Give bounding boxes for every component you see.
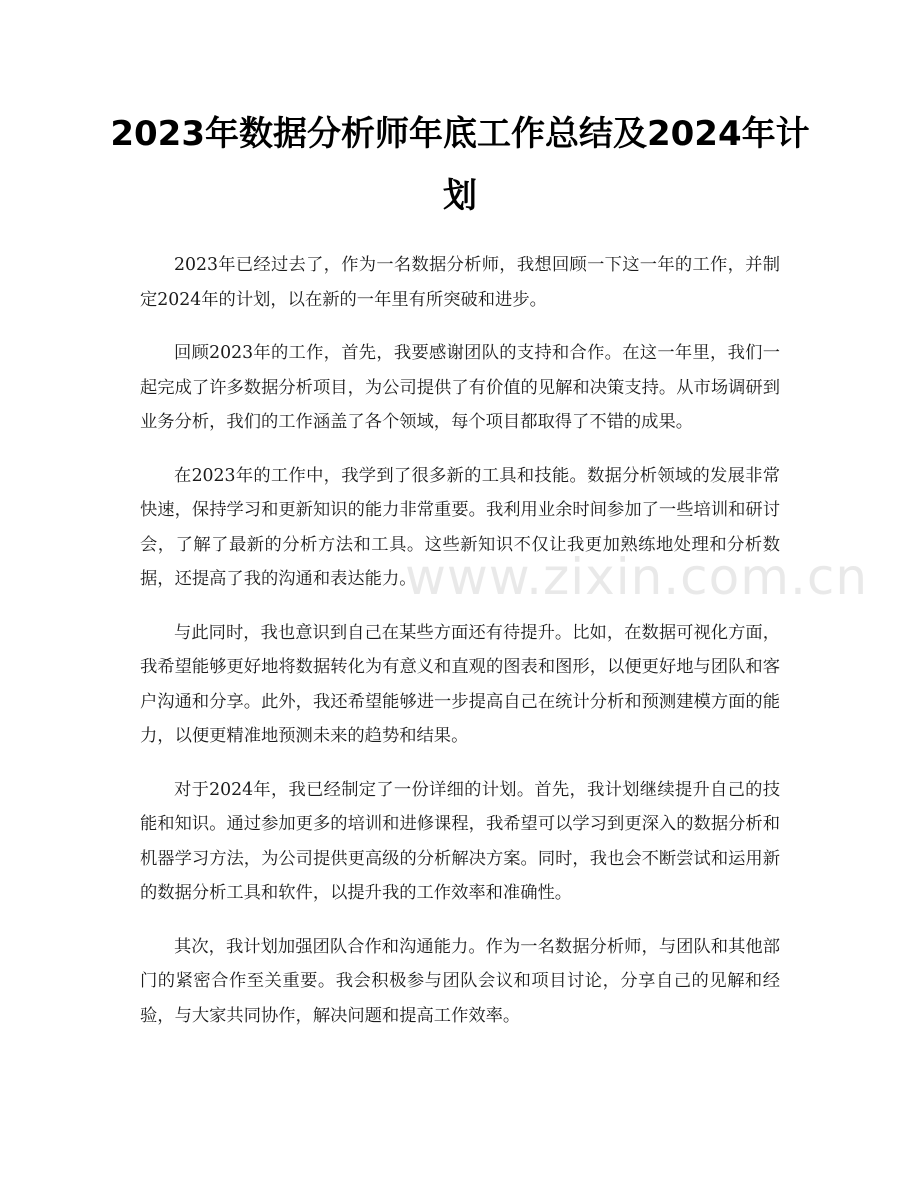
paragraph-1: 2023年已经过去了，作为一名数据分析师，我想回顾一下这一年的工作，并制定2024年的计划，以在新的一年里有所突破和进步。	[140, 255, 780, 310]
paragraph-2: 回顾2023年的工作，首先，我要感谢团队的支持和合作。在这一年里，我们一起完成了许多数据分析项目，为公司提供了有价值的见解和决策支持。从市场调研到业务分析，我们的工作涵盖了各个领域，每个项目都取得了不错的成果。	[140, 343, 780, 432]
paragraph-6: 其次，我计划加强团队合作和沟通能力。作为一名数据分析师，与团队和其他部门的紧密合作至关重要。我会积极参与团队会议和项目讨论，分享自己的见解和经验，与大家共同协作，解决问题和提高工作效率。	[140, 936, 780, 1026]
document-body	[140, 248, 780, 1052]
paragraph-4: 与此同时，我也意识到自己在某些方面还有待提升。比如，在数据可视化方面，我希望能够更好地将数据转化为有意义和直观的图表和图形，以便更好地与团队和客户沟通和分享。此外，我还希望能够进一步提高自己在统计分析和预测建模方面的能力，以便更精准地预测未来的趋势和结果。	[140, 622, 780, 746]
document-title: 2023年数据分析师年底工作总结及2024年计划	[110, 114, 810, 216]
paragraph-3: 在2023年的工作中，我学到了很多新的工具和技能。数据分析领域的发展非常快速，保持学习和更新知识的能力非常重要。我利用业余时间参加了一些培训和研讨会，了解了最新的分析方法和工具。这些新知识不仅让我更加熟练地处理和分析数据，还提高了我的沟通和表达能力。	[140, 465, 780, 589]
watermark-text: www.zixin.com.cn	[405, 548, 869, 606]
paragraph-5: 对于2024年，我已经制定了一份详细的计划。首先，我计划继续提升自己的技能和知识。通过参加更多的培训和进修课程，我希望可以学习到更深入的数据分析和机器学习方法，为公司提供更高级的分析解决方案。同时，我也会不断尝试和运用新的数据分析工具和软件，以提升我的工作效率和准确性。	[140, 779, 780, 903]
